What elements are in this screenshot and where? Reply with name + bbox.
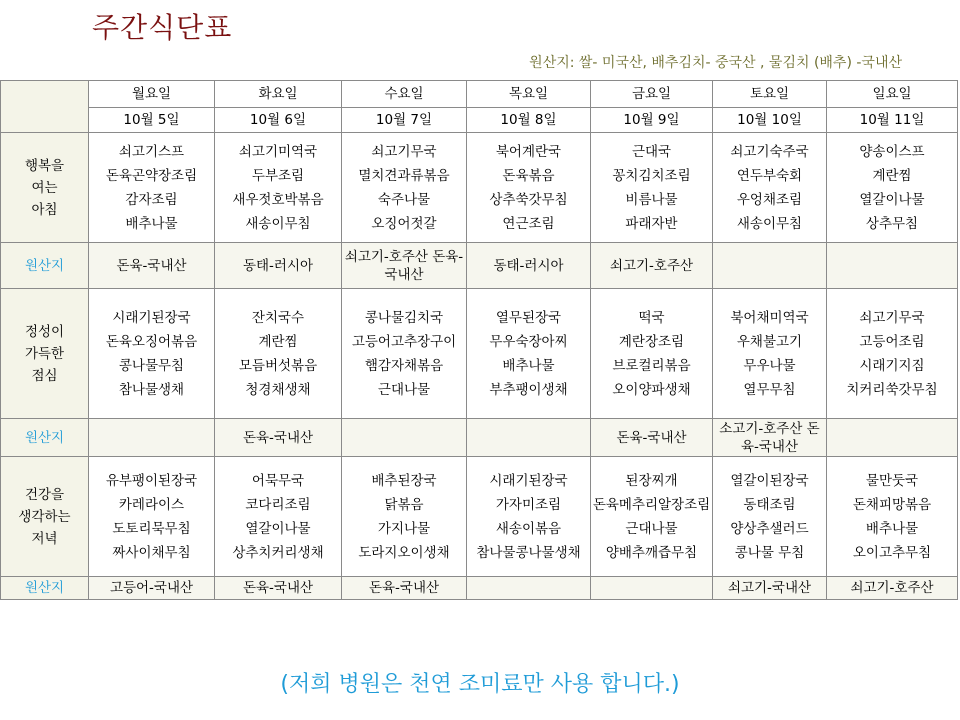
origin-note: 원산지: 쌀- 미국산, 배추김치- 중국산 , 물김치 (배추) -국내산 (529, 55, 902, 71)
menu-item: 새우젓호박볶음 (232, 191, 324, 208)
menu-item: 배추나물 (502, 357, 555, 374)
menu-item: 가자미조림 (495, 496, 562, 513)
menu-item: 새송이무침 (736, 215, 803, 232)
meal-cell (827, 133, 958, 243)
menu-item: 콩나물무침 (118, 357, 185, 374)
meal-cell (342, 289, 467, 419)
menu-item: 열갈이나물 (245, 520, 311, 537)
origin-cell (342, 419, 467, 457)
menu-item: 상추치커리생채 (232, 544, 324, 561)
menu-item: 고등어고추장구이 (351, 333, 457, 350)
origin-cell (591, 577, 713, 600)
menu-item: 콩나물김치국 (364, 309, 444, 326)
date-header: 10월 8일 (467, 108, 591, 133)
menu-body (1, 133, 958, 600)
menu-item: 된장찌개 (625, 472, 678, 489)
meal-cell (591, 133, 713, 243)
menu-item: 북어채미역국 (730, 309, 809, 326)
menu-item: 배추나물 (125, 215, 178, 232)
date-header: 10월 10일 (713, 108, 827, 133)
meal-cell (713, 289, 827, 419)
meal-cell (827, 289, 958, 419)
origin-row (1, 577, 958, 600)
origin-label: 원산지 (1, 419, 89, 457)
menu-item: 청경채생채 (245, 381, 311, 398)
menu-item: 계란찜 (872, 167, 912, 184)
menu-item: 돈육곤약장조림 (105, 167, 198, 184)
origin-cell: 돈육-국내산 (591, 419, 713, 457)
day-header: 일요일 (827, 81, 958, 108)
origin-row (1, 243, 958, 289)
date-header: 10월 9일 (591, 108, 713, 133)
origin-cell (89, 419, 215, 457)
meal-cell (591, 289, 713, 419)
menu-item: 상추쑥갓무침 (489, 191, 568, 208)
meal-cell (467, 457, 591, 577)
origin-cell: 소고기-호주산 돈육-국내산 (713, 419, 827, 457)
menu-item: 카레라이스 (118, 496, 185, 513)
footer-note: (저희 병원은 천연 조미료만 사용 합니다.) (280, 672, 680, 697)
menu-item: 가지나물 (377, 520, 431, 537)
date-header: 10월 7일 (342, 108, 467, 133)
menu-item: 무우숙장아찌 (489, 333, 568, 350)
menu-item: 잔치국수 (251, 309, 305, 326)
origin-cell (713, 243, 827, 289)
origin-cell: 돈육-국내산 (342, 577, 467, 600)
meal-cell (827, 457, 958, 577)
day-header: 월요일 (89, 81, 215, 108)
menu-item: 도토리묵무침 (112, 520, 191, 537)
menu-item: 멸치견과류볶음 (358, 167, 450, 184)
menu-item: 연두부숙회 (736, 167, 803, 184)
menu-item: 오이고추무침 (852, 544, 932, 561)
meal-cell (89, 457, 215, 577)
menu-item: 시래기지짐 (859, 357, 925, 374)
menu-item: 열갈이나물 (859, 191, 925, 208)
day-header: 목요일 (467, 81, 591, 108)
origin-cell (467, 419, 591, 457)
menu-item: 햄감자채볶음 (364, 357, 444, 374)
menu-item: 근대국 (631, 143, 672, 160)
menu-item: 콩나물 무침 (734, 544, 805, 561)
menu-item: 두부조림 (251, 167, 305, 184)
menu-item: 계란장조림 (618, 333, 685, 350)
meal-cell (713, 457, 827, 577)
menu-item: 근대나물 (377, 381, 431, 398)
origin-cell (827, 243, 958, 289)
menu-item: 짜사이채무침 (112, 544, 191, 561)
origin-cell (827, 419, 958, 457)
menu-item: 돈육볶음 (502, 167, 555, 184)
menu-item: 부추팽이생채 (489, 381, 568, 398)
menu-item: 상추무침 (865, 215, 919, 232)
menu-item: 열갈이된장국 (730, 472, 809, 489)
menu-item: 쇠고기스프 (118, 143, 185, 160)
menu-item: 유부팽이된장국 (105, 472, 198, 489)
meal-row (1, 289, 958, 419)
meal-cell (713, 133, 827, 243)
menu-item: 어묵무국 (251, 472, 305, 489)
menu-item: 참나물콩나물생채 (476, 544, 581, 561)
menu-item: 꽁치김치조림 (612, 167, 691, 184)
day-header: 토요일 (713, 81, 827, 108)
meal-cell (89, 133, 215, 243)
menu-item: 열무무침 (743, 381, 796, 398)
menu-item: 쇠고기미역국 (238, 143, 318, 160)
origin-cell: 쇠고기-국내산 (713, 577, 827, 600)
menu-item: 우채불고기 (736, 333, 803, 350)
meal-cell (342, 133, 467, 243)
meal-cell (215, 133, 342, 243)
menu-item: 시래기된장국 (489, 472, 568, 489)
origin-cell: 돈육-국내산 (215, 419, 342, 457)
menu-item: 닭볶음 (384, 496, 424, 513)
origin-row (1, 419, 958, 457)
menu-item: 배추된장국 (371, 472, 437, 489)
menu-item: 비름나물 (625, 191, 678, 208)
menu-item: 코다리조림 (245, 496, 311, 513)
menu-item: 쇠고기숙주국 (730, 143, 809, 160)
menu-item: 모듬버섯볶음 (238, 357, 318, 374)
day-header: 수요일 (342, 81, 467, 108)
menu-item: 양상추샐러드 (730, 520, 809, 537)
meal-cell (215, 289, 342, 419)
menu-item: 쇠고기무국 (371, 143, 437, 160)
meal-cell (467, 289, 591, 419)
menu-item: 시래기된장국 (112, 309, 191, 326)
menu-item: 무우나물 (743, 357, 796, 374)
menu-item: 파래자반 (625, 215, 678, 232)
menu-item: 오이양파생채 (612, 381, 691, 398)
menu-item: 배추나물 (865, 520, 919, 537)
menu-item: 돈육메추리알장조림 (592, 496, 711, 513)
date-header: 10월 6일 (215, 108, 342, 133)
corner-cell (1, 81, 89, 133)
meal-row (1, 457, 958, 577)
meal-cell (342, 457, 467, 577)
menu-item: 새송이무침 (245, 215, 311, 232)
day-header: 금요일 (591, 81, 713, 108)
origin-cell: 돈육-국내산 (89, 243, 215, 289)
menu-item: 동태조림 (743, 496, 796, 513)
menu-item: 근대나물 (625, 520, 678, 537)
origin-cell: 쇠고기-호주산 돈육-국내산 (342, 243, 467, 289)
origin-cell: 쇠고기-호주산 (827, 577, 958, 600)
meal-label: 건강을 생각하는 저녁 (1, 457, 89, 577)
menu-item: 우엉채조림 (736, 191, 803, 208)
meal-cell (89, 289, 215, 419)
menu-item: 떡국 (638, 309, 665, 326)
origin-cell: 돈육-국내산 (215, 577, 342, 600)
meal-label: 정성이 가득한 점심 (1, 289, 89, 419)
menu-item: 돈채피망볶음 (852, 496, 932, 513)
menu-item: 치커리쑥갓무침 (846, 381, 938, 398)
menu-item: 계란찜 (258, 333, 298, 350)
menu-item: 고등어조림 (859, 333, 925, 350)
menu-item: 도라지오이생채 (358, 544, 450, 561)
menu-item: 양송이스프 (859, 143, 925, 160)
menu-item: 브로컬리볶음 (612, 357, 691, 374)
menu-item: 참나물생채 (118, 381, 185, 398)
origin-cell: 동태-러시아 (467, 243, 591, 289)
menu-item: 새송이볶음 (495, 520, 562, 537)
menu-item: 쇠고기무국 (859, 309, 925, 326)
menu-item: 물만둣국 (865, 472, 919, 489)
meal-cell (215, 457, 342, 577)
weekly-menu-table (0, 80, 958, 600)
origin-cell: 쇠고기-호주산 (591, 243, 713, 289)
meal-label: 행복을 여는 아침 (1, 133, 89, 243)
day-header: 화요일 (215, 81, 342, 108)
menu-item: 돈육오징어볶음 (105, 333, 198, 350)
menu-item: 북어계란국 (495, 143, 562, 160)
meal-cell (591, 457, 713, 577)
date-header: 10월 11일 (827, 108, 958, 133)
meal-row (1, 133, 958, 243)
menu-item: 감자조림 (125, 191, 178, 208)
menu-item: 열무된장국 (495, 309, 562, 326)
menu-item: 숙주나물 (377, 191, 431, 208)
menu-item: 오징어젓갈 (371, 215, 437, 232)
meal-cell (467, 133, 591, 243)
origin-cell: 동태-러시아 (215, 243, 342, 289)
menu-item: 연근조림 (502, 215, 555, 232)
origin-label: 원산지 (1, 577, 89, 600)
origin-cell (467, 577, 591, 600)
menu-item: 양배추깨즙무침 (605, 544, 698, 561)
page-title: 주간식단표 (92, 11, 233, 44)
date-header: 10월 5일 (89, 108, 215, 133)
origin-label: 원산지 (1, 243, 89, 289)
origin-cell: 고등어-국내산 (89, 577, 215, 600)
